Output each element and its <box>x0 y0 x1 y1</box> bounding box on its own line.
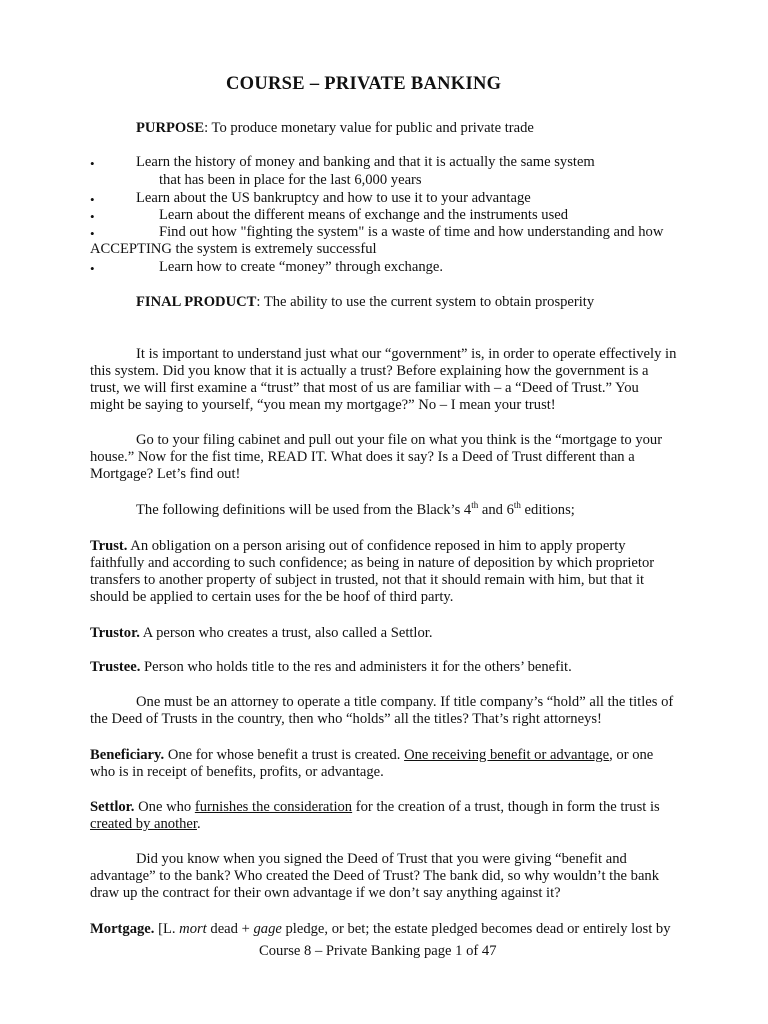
definition-text: [L. <box>154 921 180 937</box>
bullet-icon: • <box>90 226 95 241</box>
definition-text: dead + <box>206 921 254 937</box>
term-mortgage: Mortgage. <box>90 921 155 937</box>
definitions-intro-text: editions; <box>520 502 575 518</box>
superscript: th <box>513 500 521 511</box>
definition-text: should be applied to certain uses for the be hoof of third party. <box>90 589 454 605</box>
bullet-icon: • <box>90 261 95 276</box>
term-trustee: Trustee. <box>90 659 141 675</box>
term-trustor: Trustor. <box>90 625 140 641</box>
bullet-item: Learn how to create “money” through exchange. <box>159 259 444 275</box>
bullet-icon: • <box>90 192 95 207</box>
bullet-icon: • <box>90 209 95 224</box>
paragraph-line: advantage” to the bank? Who created the Deed of Trust? The bank did, so why wouldn’t the bank <box>90 868 660 884</box>
page-title: COURSE – PRIVATE BANKING <box>226 74 502 94</box>
purpose-text: : To produce monetary value for public and private trade <box>204 120 534 136</box>
paragraph-line: Mortgage? Let’s find out! <box>90 466 241 482</box>
paragraph-line: this system. Did you know that it is actually a trust? Before explaining how the government is a <box>90 363 649 379</box>
bullet-icon: • <box>90 156 95 171</box>
definition-text: who is in receipt of benefits, profits, or advantage. <box>90 764 384 780</box>
definition-text: pledge, or bet; the estate pledged becomes dead or entirely lost by <box>281 921 671 937</box>
paragraph-line: draw up the contract for their own advantage if we don’t say anything against it? <box>90 885 561 901</box>
term-settlor: Settlor. <box>90 799 135 815</box>
paragraph-line: Go to your filing cabinet and pull out your file on what you think is the “mortgage to your <box>136 432 663 448</box>
purpose-line <box>136 120 534 137</box>
settlor-definition-line2 <box>90 816 201 833</box>
italic-text: mort <box>179 921 207 937</box>
bullet-item: Learn about the different means of exchange and the instruments used <box>159 207 569 223</box>
italic-text: gage <box>253 921 282 937</box>
definitions-intro-text: The following definitions will be used from the Black’s 4 <box>136 502 472 518</box>
definition-text: Person who holds title to the res and administers it for the others’ benefit. <box>140 659 572 675</box>
bullet-item-continuation: that has been in place for the last 6,000 years <box>159 172 422 188</box>
paragraph-line: might be saying to yourself, “you mean my mortgage?” No – I mean your trust! <box>90 397 556 413</box>
trustee-definition <box>90 659 572 676</box>
page-footer: Course 8 – Private Banking page 1 of 47 <box>259 943 497 959</box>
paragraph-line: One must be an attorney to operate a title company. If title company’s “hold” all the titles of <box>136 694 674 710</box>
bullet-item: Learn the history of money and banking and that it is actually the same system <box>136 154 595 170</box>
mortgage-definition <box>90 921 671 938</box>
underlined-text: created by another <box>90 816 197 832</box>
paragraph-line: house.” Now for the fist time, READ IT. What does it say? Is a Deed of Trust different than a <box>90 449 635 465</box>
trustor-definition <box>90 625 432 642</box>
definition-text: One who <box>134 799 195 815</box>
definition-text: faithfully and according to such confidence; as being in nature of deposition by which proprietor <box>90 555 655 571</box>
paragraph-line: It is important to understand just what our “government” is, in order to operate effectively in <box>136 346 677 362</box>
final-product-line <box>136 294 594 311</box>
definitions-intro-text: and 6 <box>478 502 514 518</box>
definitions-intro <box>136 502 575 519</box>
definition-text: A person who creates a trust, also called a Settlor. <box>139 625 433 641</box>
beneficiary-definition <box>90 747 653 764</box>
paragraph-line: Did you know when you signed the Deed of Trust that you were giving “benefit and <box>136 851 627 867</box>
purpose-label: PURPOSE <box>136 120 205 136</box>
bullet-item-continuation: ACCEPTING the system is extremely successful <box>90 241 377 257</box>
paragraph-line: the Deed of Trusts in the country, then who “holds” all the titles? That’s right attorneys! <box>90 711 602 727</box>
term-trust: Trust. <box>90 538 128 554</box>
definition-text: for the creation of a trust, though in form the trust is <box>352 799 660 815</box>
final-product-text: : The ability to use the current system to obtain prosperity <box>256 294 595 310</box>
trust-definition-line <box>90 538 626 555</box>
underlined-text: furnishes the consideration <box>194 799 353 815</box>
definition-text: transfers to another property of subject in trusted, not that it should remain with him, but that it <box>90 572 645 588</box>
settlor-definition <box>90 799 660 816</box>
superscript: th <box>471 500 479 511</box>
definition-text: , or one <box>609 747 654 763</box>
definition-text: . <box>196 816 201 832</box>
underlined-text: One receiving benefit or advantage <box>404 747 610 763</box>
bullet-item: Find out how "fighting the system" is a waste of time and how understanding and how <box>159 224 664 240</box>
definition-text: An obligation on a person arising out of confidence reposed in him to apply property <box>127 538 626 554</box>
paragraph-line: trust, we will first examine a “trust” that most of us are familiar with – a “Deed of Trust.” You <box>90 380 639 396</box>
bullet-item: Learn about the US bankruptcy and how to use it to your advantage <box>136 190 531 206</box>
definition-text: One for whose benefit a trust is created. <box>164 747 405 763</box>
term-beneficiary: Beneficiary. <box>90 747 165 763</box>
final-product-label: FINAL PRODUCT <box>136 294 257 310</box>
